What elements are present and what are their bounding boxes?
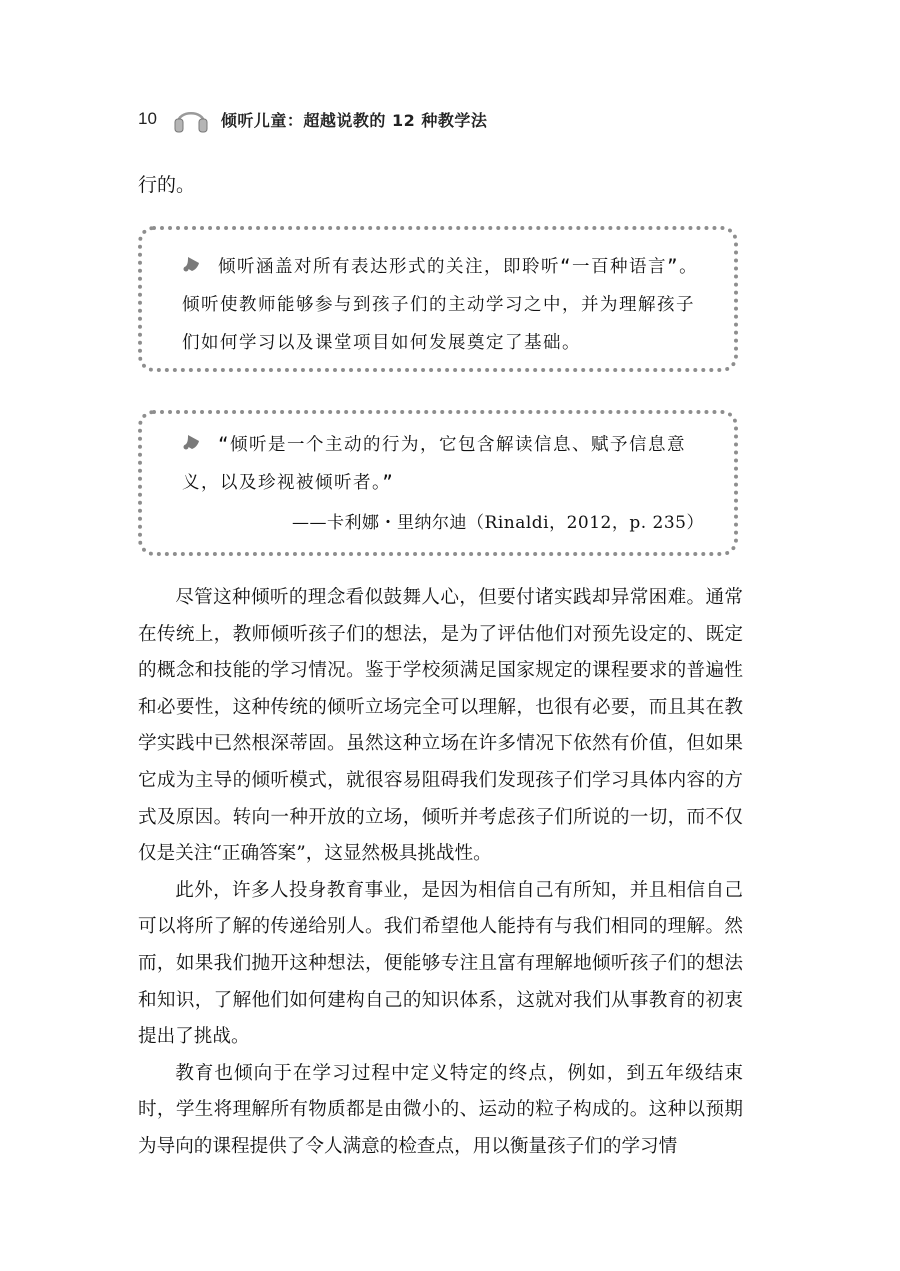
- callout-2-content: [182, 426, 700, 502]
- paragraph: 教育也倾向于在学习过程中定义特定的终点，例如，到五年级结束时，学生将理解所有物质都是由微小的、运动的粒子构成的。这种以预期为导向的课程提供了令人满意的检查点，用以衡量孩子们的学习情: [138, 1062, 743, 1157]
- callout-2-quote: “倾听是一个主动的行为，它包含解读信息、赋予信息意义，以及珍视被倾听者。”: [182, 435, 687, 493]
- callout-box-2: [138, 410, 738, 556]
- paragraph: 尽管这种倾听的理念看似鼓舞人心，但要付诸实践却异常困难。通常在传统上，教师倾听孩子们的想法，是为了评估他们对预先设定的、既定的概念和技能的学习情况。鉴于学校须满足国家规定的课程要求的普遍性和必要性，这种传统的倾听立场完全可以理解，也很有必要，而且其在教学实践中已然根深蒂固。虽然这种立场在许多情况下依然有价值，但如果它成为主导的倾听模式，就很容易阻碍我们发现孩子们学习具体内容的方式及原因。转向一种开放的立场，倾听并考虑孩子们所说的一切，而不仅仅是关注“正确答案”，这显然极具挑战性。: [138, 587, 743, 865]
- book-title: 倾听儿童：超越说教的 12 种教学法: [220, 110, 488, 130]
- callout-1-content: [182, 248, 700, 362]
- carryover-text: 行的。: [138, 174, 196, 196]
- bell-icon: [182, 431, 204, 453]
- headphones-icon: [173, 104, 209, 134]
- running-header: [138, 104, 487, 134]
- quote-attribution: ——卡利娜・里纳尔迪（Rinaldi，2012，p. 235）: [292, 513, 704, 533]
- bell-icon: [182, 253, 204, 275]
- page-number: 10: [138, 109, 157, 128]
- callout-1-text: 倾听涵盖对所有表达形式的关注，即聆听“一百种语言”。倾听使教师能够参与到孩子们的主动学习之中，并为理解孩子们如何学习以及课堂项目如何发展奠定了基础。: [182, 257, 699, 353]
- callout-box-1: [138, 226, 738, 372]
- body-text: [138, 580, 743, 1166]
- paragraph: 此外，许多人投身教育事业，是因为相信自己有所知，并且相信自己可以将所了解的传递给别人。我们希望他人能持有与我们相同的理解。然而，如果我们抛开这种想法，便能够专注且富有理解地倾听孩子们的想法和知识，了解他们如何建构自己的知识体系，这就对我们从事教育的初衷提出了挑战。: [138, 879, 743, 1048]
